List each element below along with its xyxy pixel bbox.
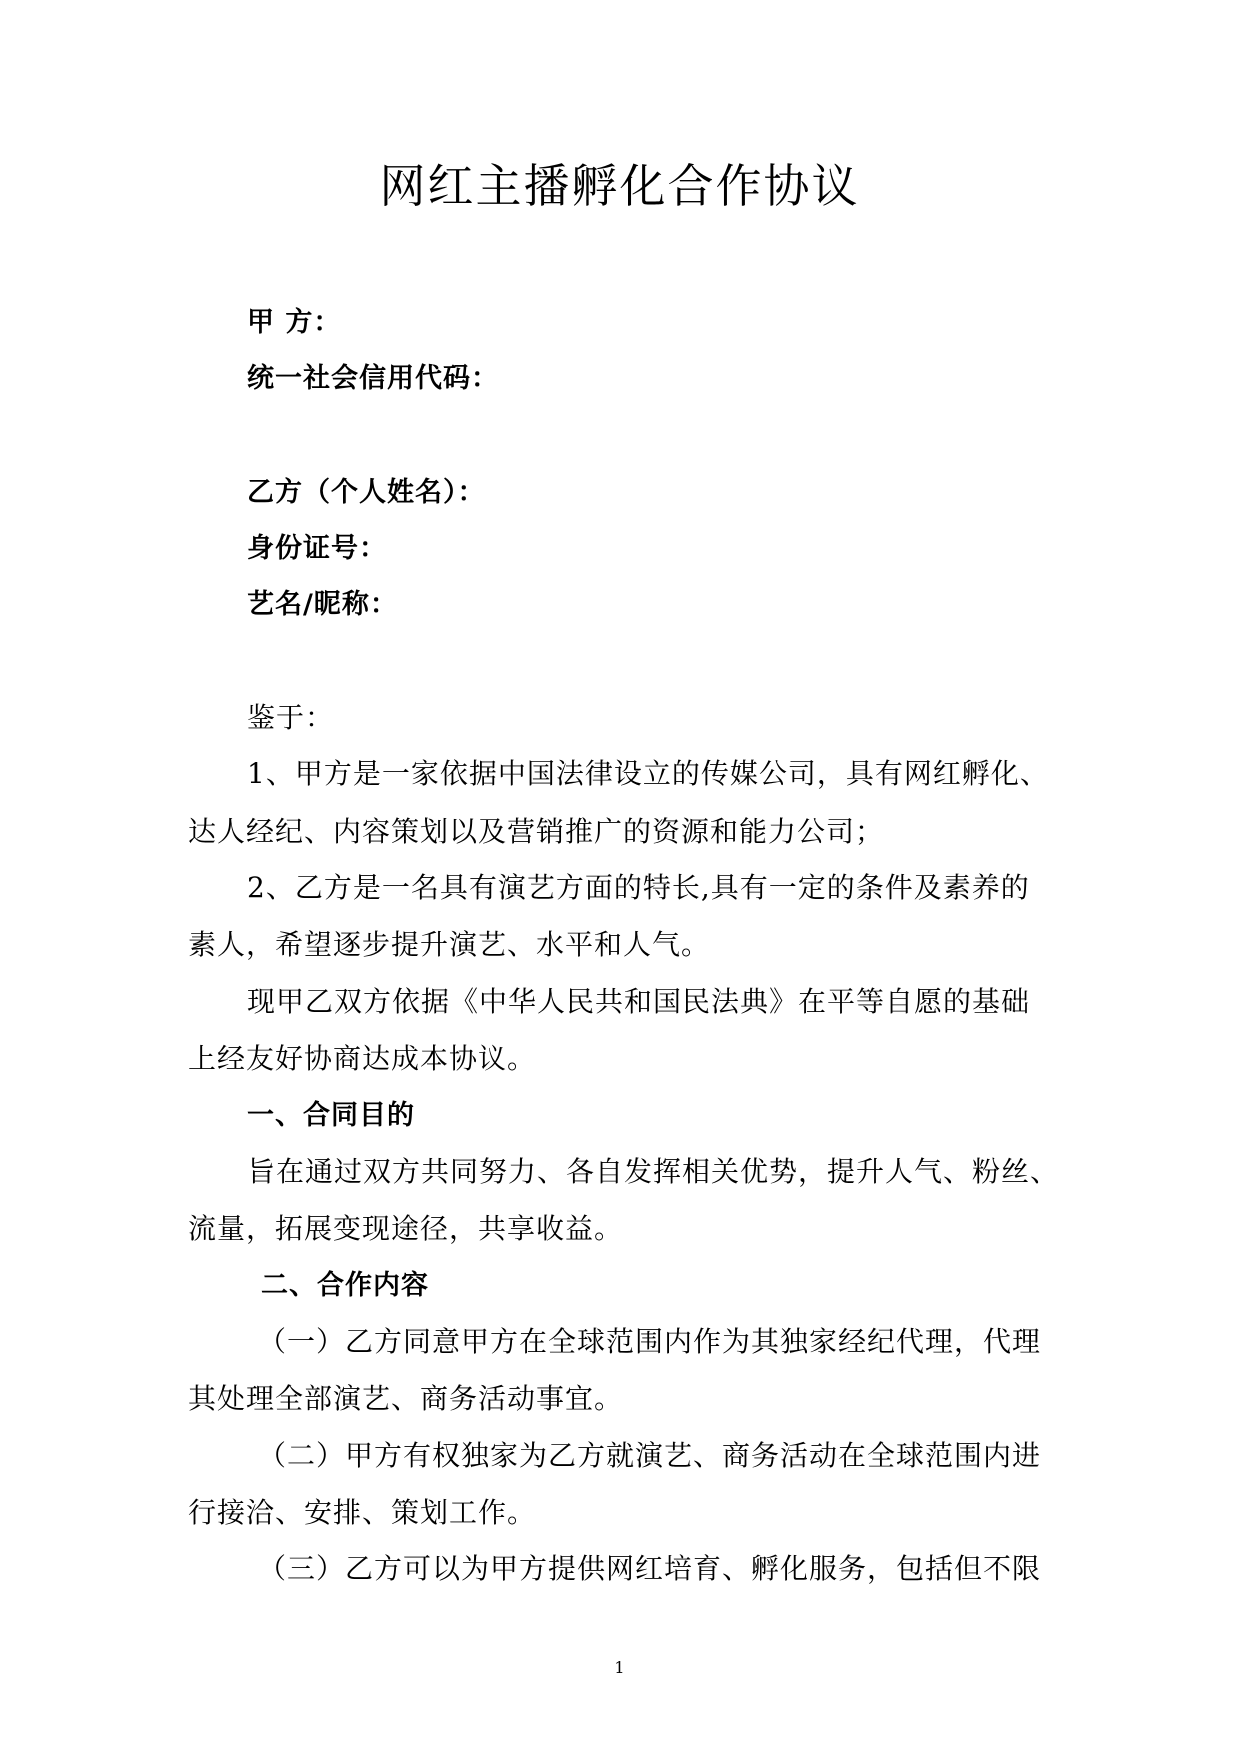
id-number-label: 身份证号：: [247, 533, 387, 564]
item2-line2: 行接洽、安排、策划工作。: [188, 1496, 537, 1529]
document-title: 网红主播孵化合作协议: [379, 159, 860, 213]
stage-name-label: 艺名/昵称：: [247, 589, 398, 620]
item1-line2: 其处理全部演艺、商务活动事宜。: [188, 1382, 624, 1415]
section1-line2: 流量，拓展变现途径，共享收益。: [188, 1212, 624, 1245]
clause2-line1: 2、乙方是一名具有演艺方面的特长,具有一定的条件及素养的: [247, 871, 1030, 904]
party-a-label: 甲 方：: [247, 307, 342, 338]
item3-line1: （三）乙方可以为甲方提供网红培育、孵化服务，包括但不限: [258, 1552, 1042, 1585]
party-b-label: 乙方（个人姓名）：: [247, 477, 486, 508]
clause1-line1: 1、甲方是一家依据中国法律设立的传媒公司，具有网红孵化、: [247, 757, 1049, 790]
credit-code-label: 统一社会信用代码：: [247, 363, 499, 394]
item2-line1: （二）甲方有权独家为乙方就演艺、商务活动在全球范围内进: [258, 1439, 1042, 1472]
agreement-line2: 上经友好协商达成本协议。: [188, 1042, 537, 1075]
item1-line1: （一）乙方同意甲方在全球范围内作为其独家经纪代理，代理: [258, 1325, 1042, 1358]
section2-heading: 二、合作内容: [261, 1270, 429, 1301]
clause1-line2: 达人经纪、内容策划以及营销推广的资源和能力公司；: [188, 815, 885, 848]
whereas-line: 鉴于：: [247, 701, 335, 734]
page-number: 1: [614, 1658, 625, 1677]
section1-line1: 旨在通过双方共同努力、各自发挥相关优势，提升人气、粉丝、: [247, 1155, 1060, 1188]
section1-heading: 一、合同目的: [247, 1100, 415, 1131]
agreement-line1: 现甲乙双方依据《中华人民共和国民法典》在平等自愿的基础: [247, 985, 1031, 1018]
clause2-line2: 素人，希望逐步提升演艺、水平和人气。: [188, 928, 711, 961]
